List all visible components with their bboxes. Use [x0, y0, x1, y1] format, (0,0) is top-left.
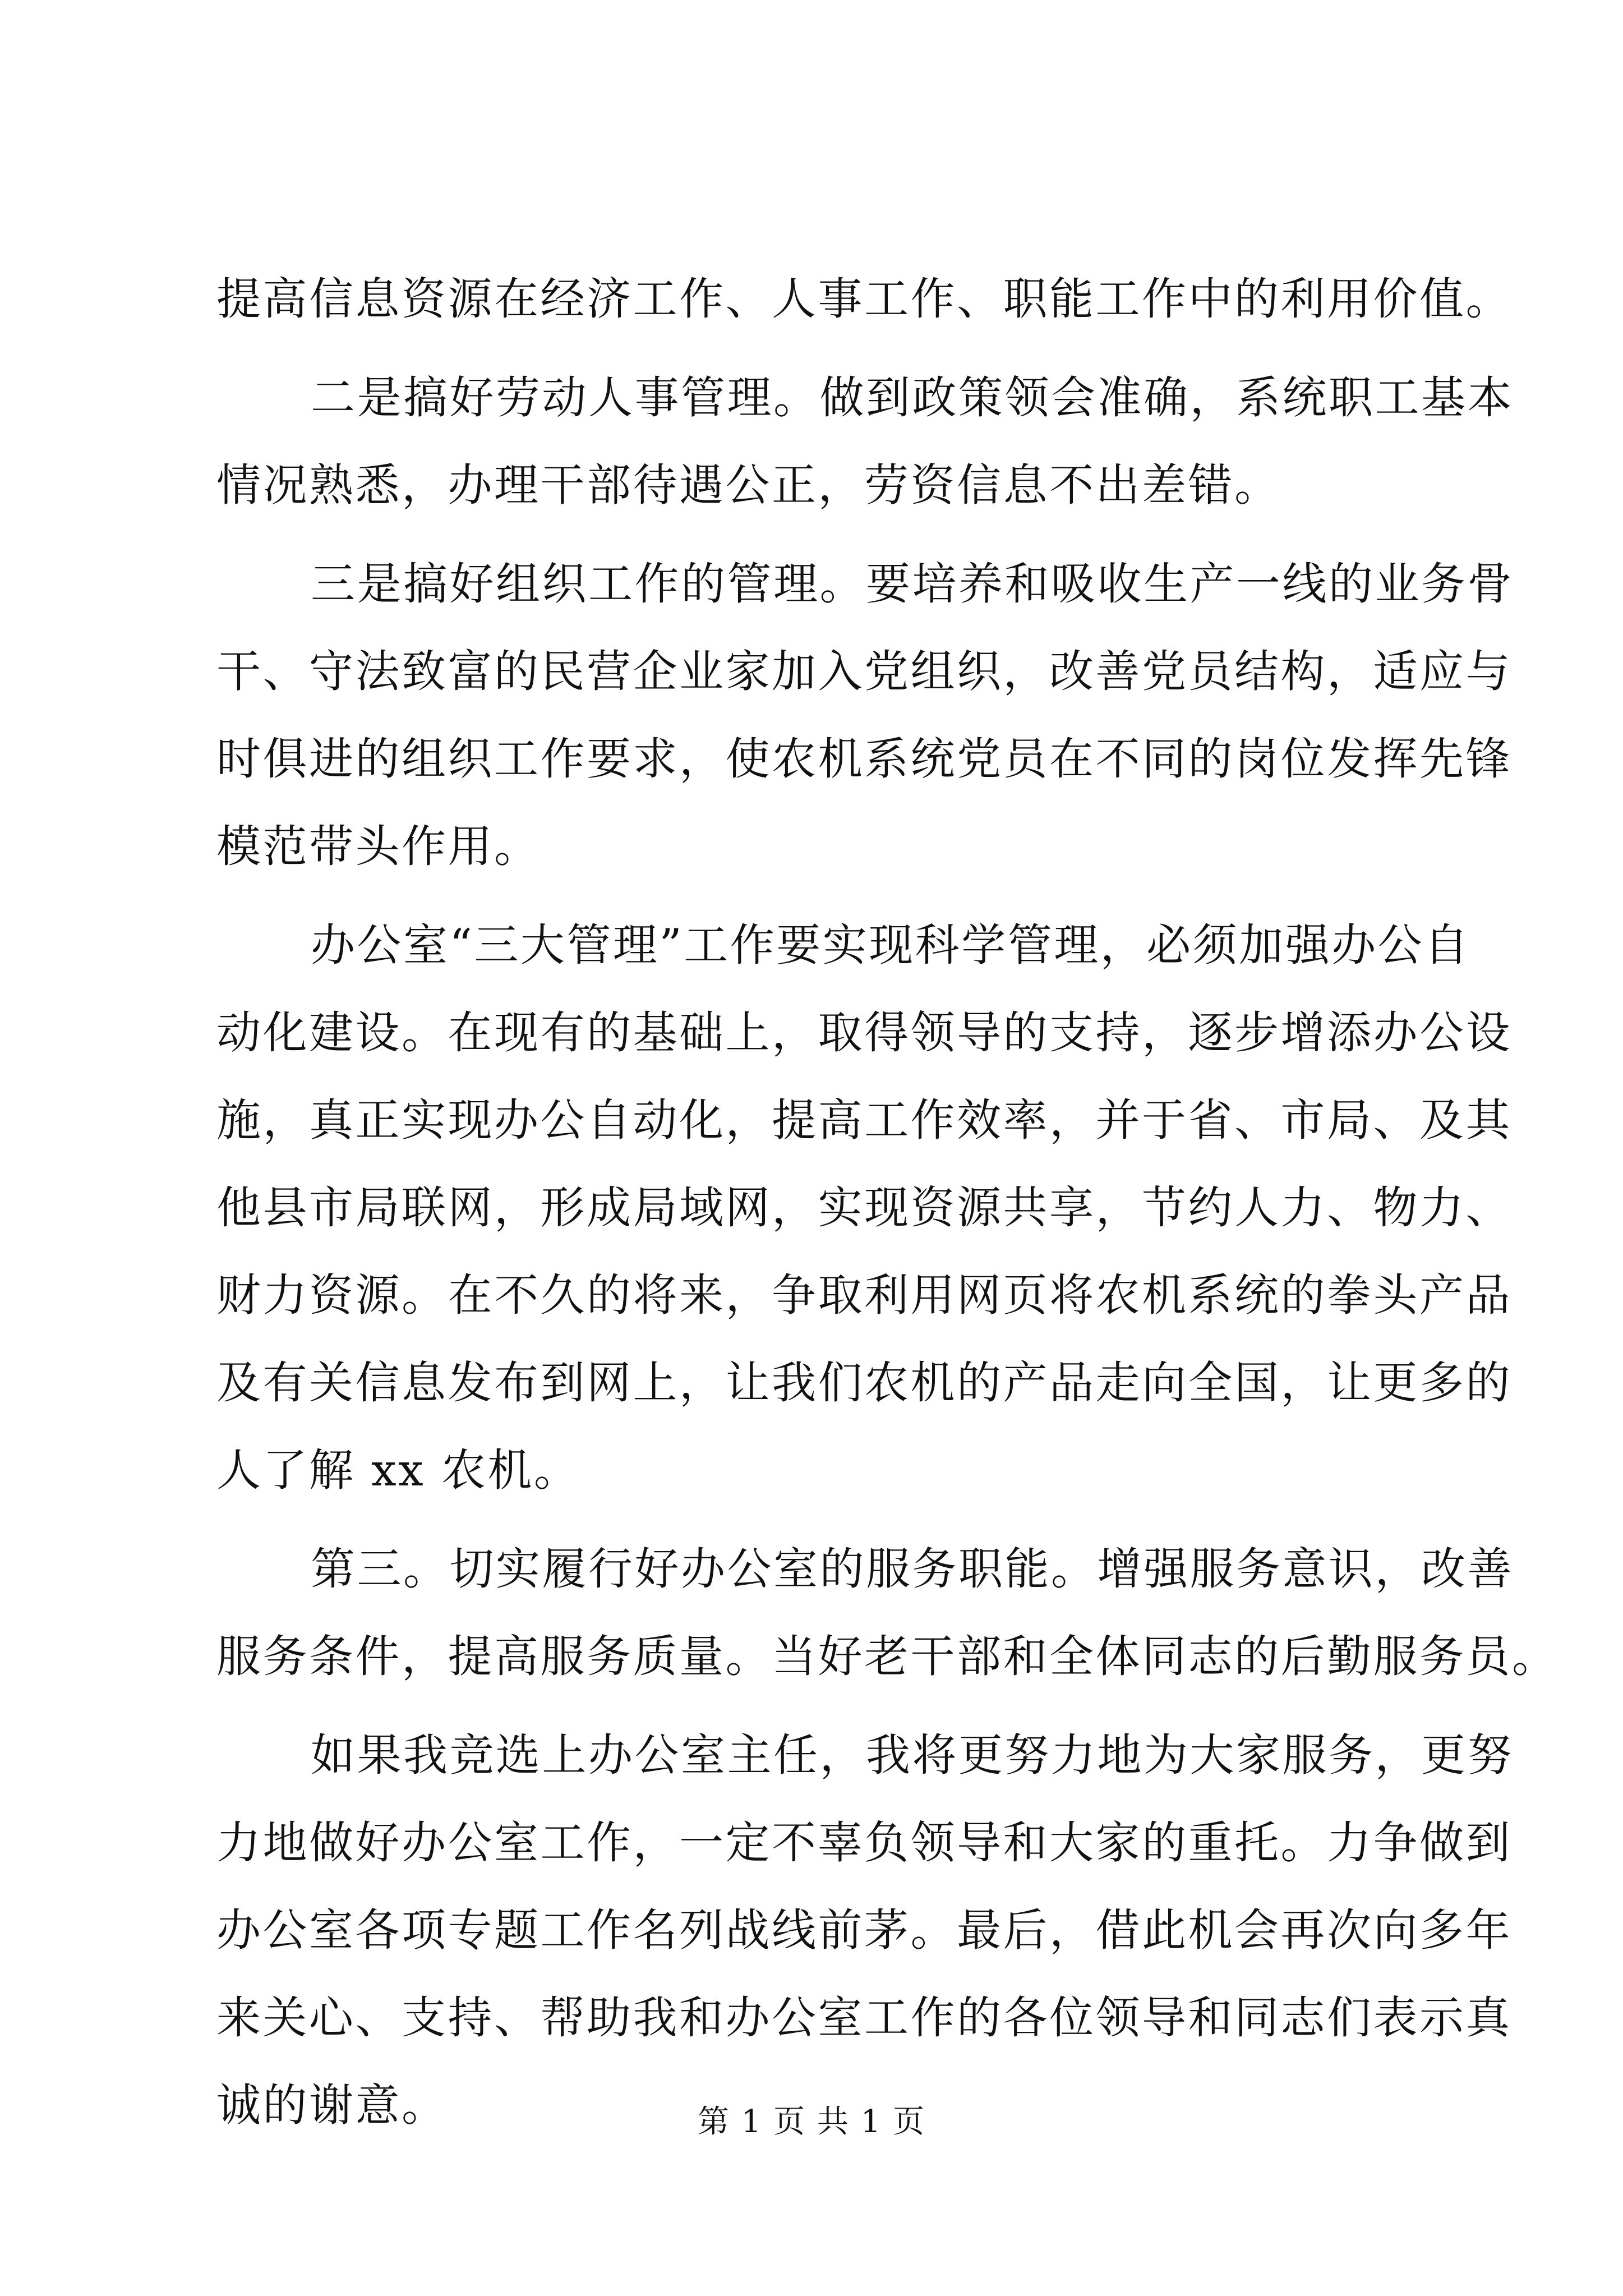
paragraph-start-line: 第三。切实履行好办公室的服务职能。增强服务意识，改善	[311, 1543, 1514, 1595]
paragraph-start-line: 二是搞好劳动人事管理。做到政策领会准确，系统职工基本	[311, 372, 1514, 424]
text-line: 办公室各项专题工作名列战线前茅。最后，借此机会再次向多年	[216, 1904, 1512, 1956]
text-line: 干、守法致富的民营企业家加入党组织，改善党员结构，适应与	[216, 646, 1512, 697]
paragraph-start-line: 三是搞好组织工作的管理。要培养和吸收生产一线的业务骨	[311, 558, 1514, 610]
paragraph-start-line: 办公室“三大管理”工作要实现科学管理，必须加强办公自	[311, 919, 1470, 971]
text-line: 服务条件，提高服务质量。当好老干部和全体同志的后勤服务员。	[216, 1631, 1559, 1682]
document-body	[216, 255, 1559, 2149]
page-footer	[0, 2100, 1623, 2145]
text-line: 时俱进的组织工作要求，使农机系统党员在不同的岗位发挥先锋	[216, 733, 1512, 785]
text-line: 来关心、支持、帮助我和办公室工作的各位领导和同志们表示真	[216, 1992, 1512, 2044]
text-line: 施，真正实现办公自动化，提高工作效率，并于省、市局、及其	[216, 1094, 1512, 1146]
text-line: 他县市局联网，形成局域网，实现资源共享，节约人力、物力、	[216, 1182, 1512, 1234]
text-line: 人了解 xx 农机。	[216, 1444, 580, 1496]
paragraph-start-line: 如果我竞选上办公室主任，我将更努力地为大家服务，更努	[311, 1729, 1514, 1781]
text-line: 情况熟悉，办理干部待遇公正，劳资信息不出差错。	[216, 459, 1281, 511]
text-line: 提高信息资源在经济工作、人事工作、职能工作中的利用价值。	[216, 273, 1512, 325]
text-line: 诚的谢意。	[216, 2079, 448, 2131]
text-line: 模范带头作用。	[216, 821, 541, 872]
text-line: 力地做好办公室工作，一定不辜负领导和大家的重托。力争做到	[216, 1817, 1512, 1869]
text-line: 动化建设。在现有的基础上，取得领导的支持，逐步增添办公设	[216, 1007, 1512, 1059]
text-line: 财力资源。在不久的将来，争取利用网页将农机系统的拳头产品	[216, 1269, 1512, 1321]
page-number-indicator: 第 1 页 共 1 页	[697, 2104, 926, 2140]
text-line: 及有关信息发布到网上，让我们农机的产品走向全国，让更多的	[216, 1357, 1512, 1409]
